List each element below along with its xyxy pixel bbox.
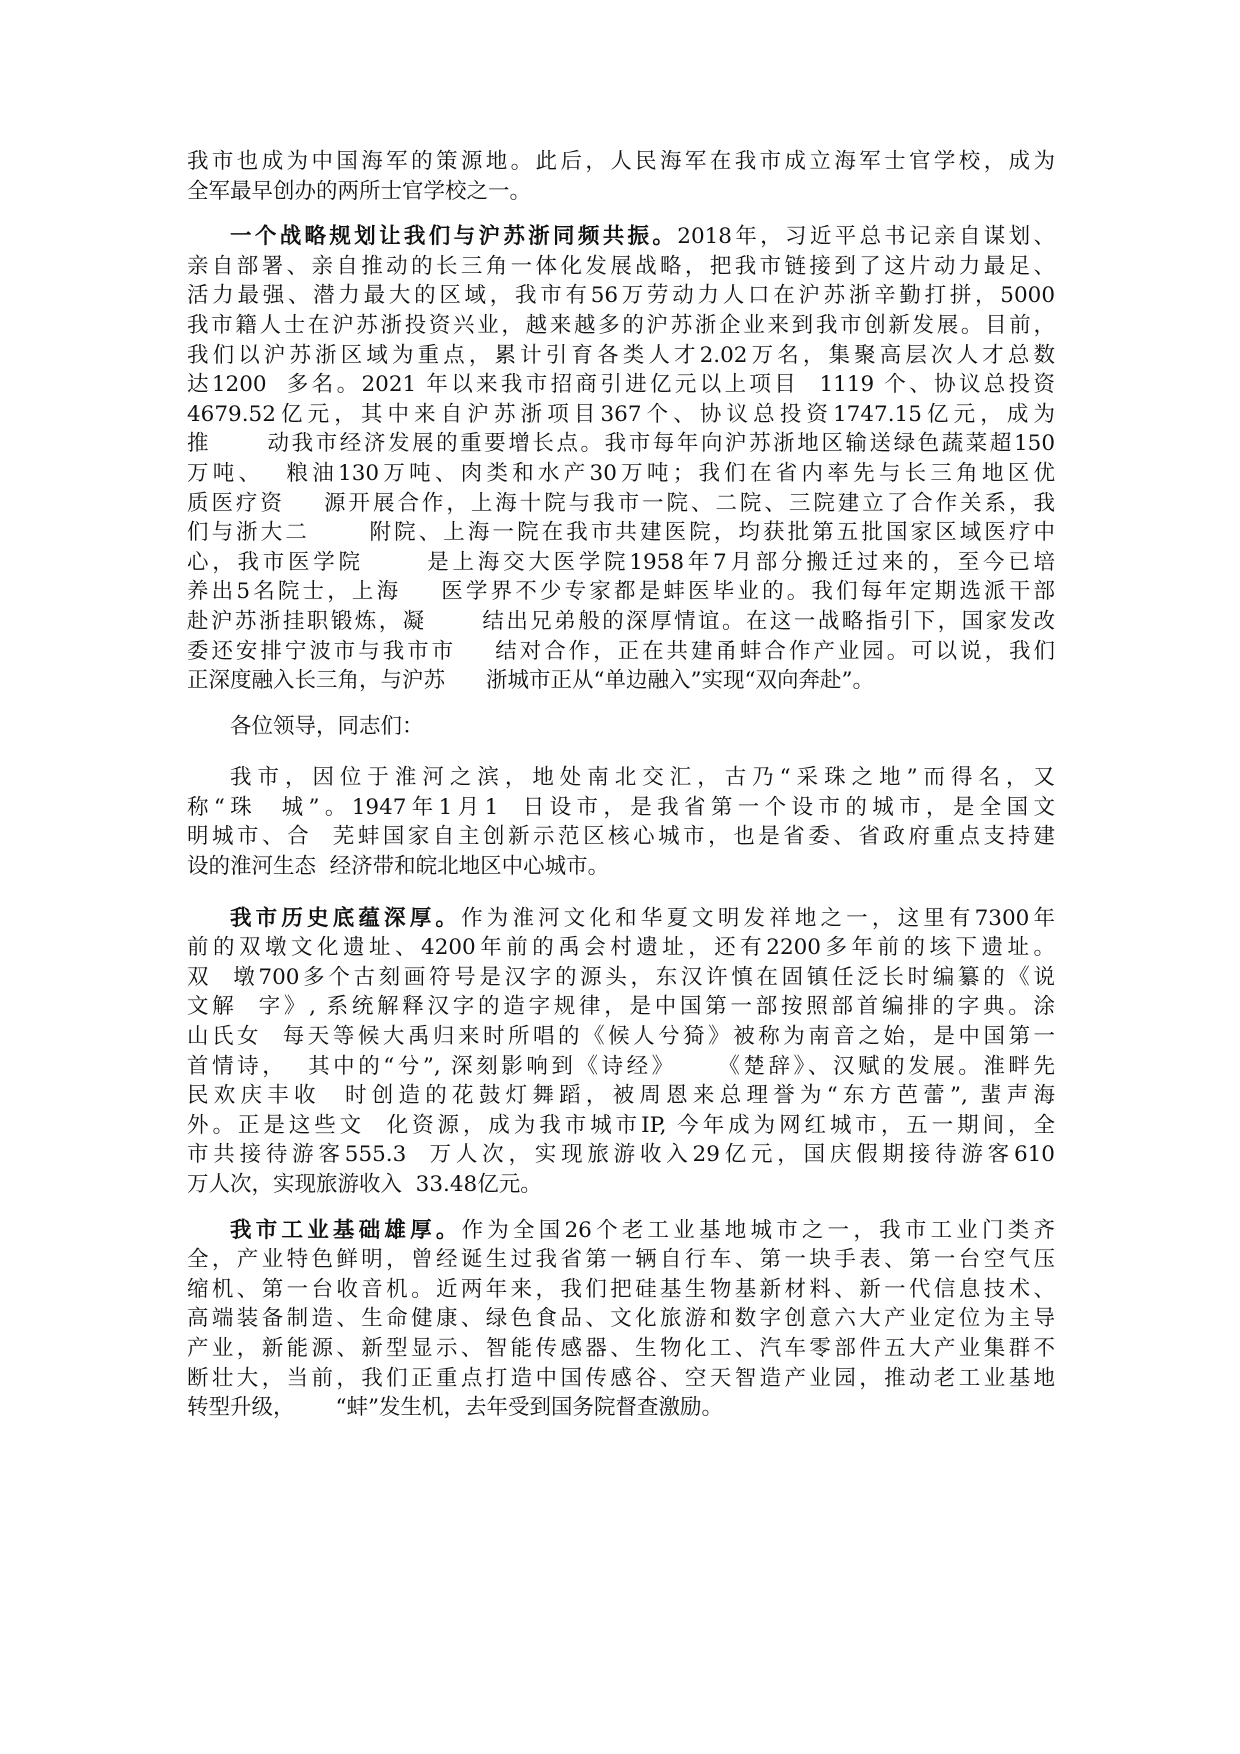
line-text: 委还安排宁波市与我市市 结对合作，正在共建甬蚌合作产业园。可以说，我们 (187, 638, 1055, 664)
line-text: 2018年，习近平总书记亲自谋划、 (677, 224, 1055, 250)
line-text: 文解 字》, 系统解释汉字的造字规律，是中国第一部按照部首编排的字典。涂 (187, 994, 1055, 1020)
line-text: 高端装备制造、生命健康、绿色食品、文化旅游和数字创意六大产业定位为主导 (187, 1306, 1055, 1332)
text-line (187, 793, 1055, 823)
line-text: 我市籍人士在沪苏浙投资兴业，越来越多的沪苏浙企业来到我市创新发展。目前， (187, 312, 1055, 338)
line-text: 双 墩700多个古刻画符号是汉字的源头，东汉许慎在固镇任泛长时编纂的《说 (187, 964, 1055, 990)
text-line (187, 1245, 1055, 1275)
text-line (187, 281, 1055, 311)
text-line (187, 400, 1055, 430)
line-text: 作为淮河文化和华夏文明发祥地之一，这里有7300年 (461, 905, 1055, 931)
text-line (187, 607, 1055, 637)
line-text: 断壮大，当前，我们正重点打造中国传感谷、空天智造产业园，推动老工业基地 (187, 1365, 1055, 1391)
line-text: 外。正是这些文 化资源，成为我市城市IP, 今年成为网红城市，五一期间，全 (187, 1112, 1055, 1138)
text-line (187, 1364, 1055, 1394)
text-line (187, 822, 1055, 852)
line-text: 转型升级， “蚌”发生机，去年受到国务院督查激励。 (187, 1395, 723, 1421)
line-text: 我们以沪苏浙区域为重点，累计引育各类人才2.02万名，集聚高层次人才总数 (187, 342, 1055, 368)
text-line (187, 577, 1055, 607)
line-text: 明城市、合 芜蚌国家自主创新示范区核心城市，也是省委、省政府重点支持建 (187, 824, 1055, 850)
bold-heading: 一个战略规划让我们与沪苏浙同频共振。 (230, 224, 678, 250)
text-line (187, 1081, 1055, 1111)
paragraph (187, 763, 1055, 881)
text-line (187, 852, 1055, 882)
line-text: 山氏女 每天等候大禹归来时所唱的《候人兮猗》被称为南音之始，是中国第一 (187, 1024, 1055, 1050)
document-body (187, 147, 1055, 1439)
text-line (187, 933, 1055, 963)
text-line (187, 904, 1055, 934)
line-text: 正深度融入长三角，与沪苏 浙城市正从“单边融入”实现“双向奔赴”。 (187, 668, 874, 694)
text-line (187, 666, 1055, 696)
text-line (187, 1393, 1055, 1423)
line-text: 万人次，实现旅游收入 33.48亿元。 (187, 1172, 542, 1197)
text-line (187, 1140, 1055, 1170)
text-line (187, 222, 1055, 252)
text-line (187, 963, 1055, 993)
line-text: 市共接待游客555.3 万人次，实现旅游收入29亿元，国庆假期接待游客610 (187, 1142, 1055, 1168)
line-text: 们与浙大二 附院、上海一院在我市共建医院，均获批第五批国家区域医疗中 (187, 520, 1055, 546)
text-line (187, 712, 1055, 742)
bold-heading: 我市工业基础雄厚。 (230, 1217, 462, 1243)
text-line (187, 252, 1055, 282)
text-line (187, 1052, 1055, 1082)
bold-heading: 我市历史底蕴深厚。 (230, 905, 462, 931)
paragraph (187, 1216, 1055, 1423)
text-line (187, 147, 1055, 177)
line-text: 4679.52亿元，其中来自沪苏浙项目367个、协议总投资1747.15亿元，成为 (187, 401, 1055, 427)
line-text: 称“珠 城”。1947年1月1 日设市，是我省第一个设市的城市，是全国文 (187, 794, 1055, 820)
text-line (187, 637, 1055, 667)
line-text: 各位领导，同志们： (230, 713, 424, 739)
line-text: 达1200 多名。2021 年以来我市招商引进亿元以上项目 1119 个、协议总投资 (187, 372, 1055, 398)
text-line (187, 763, 1055, 793)
text-line (187, 429, 1055, 459)
paragraph (187, 147, 1055, 206)
line-text: 首情诗， 其中的“兮”, 深刻影响到《诗经》 《楚辞》、汉赋的发展。淮畔先 (187, 1053, 1055, 1079)
line-text: 活力最强、潜力最大的区域，我市有56万劳动力人口在沪苏浙辛勤打拼，5000 (187, 283, 1055, 309)
line-text: 产业，新能源、新型显示、智能传感器、生物化工、汽车零部件五大产业集群不 (187, 1335, 1055, 1361)
text-line (187, 1334, 1055, 1364)
text-line (187, 177, 1055, 207)
text-line (187, 548, 1055, 578)
line-text: 作为全国26个老工业基地城市之一，我市工业门类齐 (461, 1217, 1055, 1243)
text-line (187, 1022, 1055, 1052)
text-line (187, 1111, 1055, 1141)
line-text: 心，我市医学院 是上海交大医学院1958年7月部分搬迁过来的，至今已培 (187, 549, 1055, 575)
text-line (187, 1275, 1055, 1305)
line-text: 亲自部署、亲自推动的长三角一体化发展战略，把我市链接到了这片动力最足、 (187, 253, 1055, 279)
text-line (187, 459, 1055, 489)
line-text: 民欢庆丰收 时创造的花鼓灯舞蹈，被周恩来总理誉为“东方芭蕾”, 蜚声海 (187, 1083, 1055, 1109)
line-text: 全军最早创办的两所士官学校之一。 (187, 178, 532, 204)
line-text: 养出5名院士，上海 医学界不少专家都是蚌医毕业的。我们每年定期选派干部 (187, 579, 1055, 605)
line-text: 推 动我市经济发展的重要增长点。我市每年向沪苏浙地区输送绿色蔬菜超150 (187, 431, 1055, 457)
paragraph (187, 904, 1055, 1200)
line-text: 我市，因位于淮河之滨，地处南北交汇，古乃“采珠之地”而得名，又 (230, 765, 1055, 791)
text-line (187, 370, 1055, 400)
text-line (187, 341, 1055, 371)
line-text: 缩机、第一台收音机。近两年来，我们把硅基生物基新材料、新一代信息技术、 (187, 1276, 1055, 1302)
line-text: 设的淮河生态 经济带和皖北地区中心城市。 (187, 854, 610, 880)
paragraph (187, 712, 1055, 742)
line-text: 我市也成为中国海军的策源地。此后，人民海军在我市成立海军士官学校，成为 (187, 149, 1055, 174)
text-line (187, 992, 1055, 1022)
line-text: 赴沪苏浙挂职锻炼，凝 结出兄弟般的深厚情谊。在这一战略指引下，国家发改 (187, 608, 1055, 634)
text-line (187, 311, 1055, 341)
paragraph (187, 222, 1055, 696)
text-line (187, 1304, 1055, 1334)
line-text: 万吨、 粮油130万吨、肉类和水产30万吨；我们在省内率先与长三角地区优 (187, 460, 1055, 486)
text-line (187, 1216, 1055, 1246)
text-line (187, 489, 1055, 519)
text-line (187, 1170, 1055, 1200)
line-text: 质医疗资 源开展合作，上海十院与我市一院、二院、三院建立了合作关系，我 (187, 490, 1055, 516)
text-line (187, 518, 1055, 548)
line-text: 前的双墩文化遗址、4200年前的禹会村遗址，还有2200多年前的垓下遗址。 (187, 935, 1055, 961)
line-text: 全，产业特色鲜明，曾经诞生过我省第一辆自行车、第一块手表、第一台空气压 (187, 1247, 1055, 1273)
